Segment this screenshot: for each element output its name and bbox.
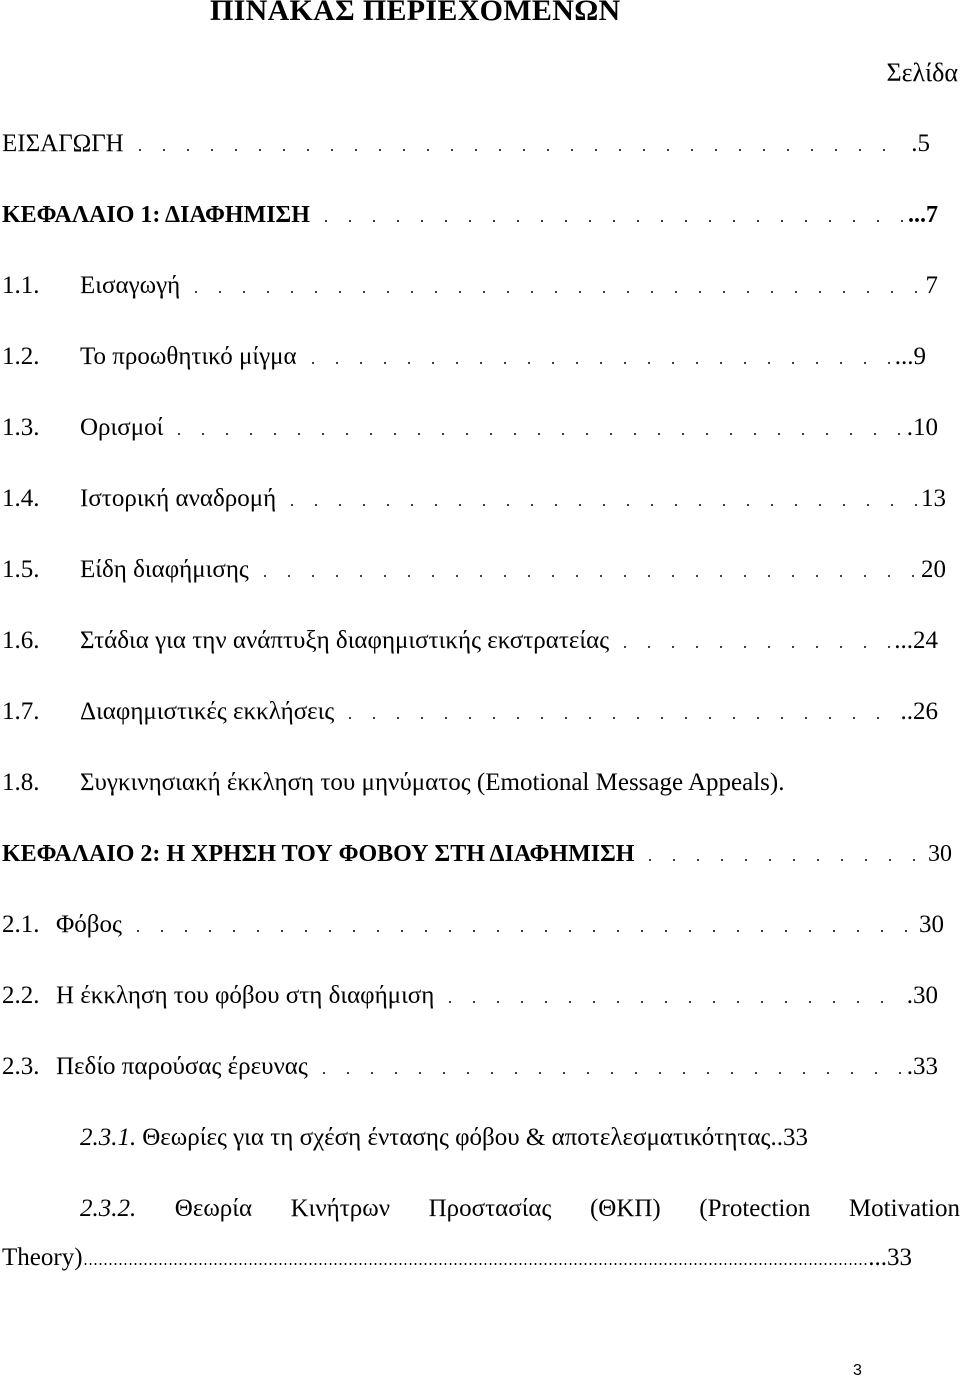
toc-entry-1-8[interactable] xyxy=(2,767,942,799)
toc-entry-number: 1.2. xyxy=(2,343,40,370)
toc-entry-text: Το προωθητικό μίγμα xyxy=(80,343,297,370)
toc-entry-text: Theory) xyxy=(2,1244,83,1271)
toc-entry-text: Θεωρίες για τη σχέση έντασης φόβου & αποτελεσματικότητας xyxy=(142,1124,771,1151)
toc-entry-word: (Protection xyxy=(699,1195,811,1222)
toc-entry-number: 1.6. xyxy=(2,627,40,654)
toc-entry-1-7[interactable] xyxy=(2,696,938,728)
toc-entry-1-4[interactable] xyxy=(2,483,946,515)
toc-entry-number: 2.1. xyxy=(2,911,40,938)
toc-entry-number: 1.1. xyxy=(2,272,40,299)
toc-entry-text: Διαφημιστικές εκκλήσεις xyxy=(80,698,335,725)
toc-page-number: 20 xyxy=(921,556,946,583)
toc-entry-1-1[interactable] xyxy=(2,270,938,302)
toc-entry-text: ΕΙΣΑΓΩΓΗ xyxy=(2,130,124,157)
toc-entry-text: Εισαγωγή xyxy=(80,272,181,299)
footer-page-number: 3 xyxy=(853,1362,862,1379)
toc-leader xyxy=(280,498,917,506)
toc-entry-number: 1.5. xyxy=(2,556,40,583)
toc-leader xyxy=(301,356,891,364)
toc-entry-word: Motivation xyxy=(848,1195,960,1222)
toc-entry-introduction[interactable] xyxy=(2,128,930,160)
toc-entry-2-3[interactable] xyxy=(2,1051,938,1083)
toc-entry-text: Ιστορική αναδρομή xyxy=(80,485,277,512)
toc-entry-text: Φόβος xyxy=(56,911,122,938)
toc-entry-number: 2.3. xyxy=(2,1053,40,1080)
toc-entry-2-2[interactable] xyxy=(2,980,938,1012)
toc-entry-1-3[interactable] xyxy=(2,412,938,444)
toc-page-number: ...33 xyxy=(868,1244,912,1271)
toc-entry-text: Στάδια για την ανάπτυξη διαφημιστικής εκστρατείας xyxy=(80,627,610,654)
toc-page-number: 13 xyxy=(921,485,946,512)
toc-page-number: ..33 xyxy=(770,1124,808,1151)
toc-entry-number: 1.4. xyxy=(2,485,40,512)
toc-entry-word: Κινήτρων xyxy=(290,1195,391,1222)
toc-page-number: .10 xyxy=(906,414,938,441)
toc-entry-text: ΚΕΦΑΛΑΙΟ 1: ΔΙΑΦΗΜΙΣΗ xyxy=(2,202,310,228)
toc-leader xyxy=(184,285,921,293)
toc-entry-number: 2.2. xyxy=(2,982,40,1009)
toc-entry-1-5[interactable] xyxy=(2,554,946,586)
toc-entry-number: 2.3.1. xyxy=(80,1124,137,1151)
toc-page-number: 7 xyxy=(925,272,938,299)
toc-leader xyxy=(126,924,915,932)
toc-entry-text: Πεδίο παρούσας έρευνας xyxy=(56,1053,308,1080)
toc-page-number: .33 xyxy=(906,1053,938,1080)
toc-leader xyxy=(83,1257,869,1265)
toc-page-number: .5 xyxy=(911,130,930,157)
toc-leader xyxy=(312,1066,903,1074)
toc-entry-2-1[interactable] xyxy=(2,909,944,941)
toc-leader xyxy=(314,214,904,222)
toc-entry-2-3-2[interactable] xyxy=(80,1193,960,1225)
toc-entry-1-2[interactable] xyxy=(2,341,926,373)
toc-entry-2-3-1[interactable] xyxy=(80,1122,932,1154)
toc-entry-number: 1.8. xyxy=(2,769,40,796)
toc-page-number: ...24 xyxy=(894,627,938,654)
toc-page-number: ...7 xyxy=(908,202,938,228)
toc-leader xyxy=(613,640,890,648)
toc-entry-chapter-1[interactable] xyxy=(2,199,938,231)
toc-entry-text: Είδη διαφήμισης xyxy=(80,556,249,583)
toc-page-number: ..26 xyxy=(900,698,938,725)
toc-leader xyxy=(638,853,924,861)
toc-page-number: ...9 xyxy=(894,343,926,370)
toc-entry-word: (ΘΚΠ) xyxy=(589,1195,661,1222)
toc-page-number: 30 xyxy=(928,841,952,867)
toc-title: ΠΙΝΑΚΑΣ ΠΕΡΙΕΧΟΜΕΝΩΝ xyxy=(210,0,621,27)
toc-entry-2-3-2-continuation[interactable] xyxy=(2,1242,912,1274)
toc-page-number: .30 xyxy=(906,982,938,1009)
toc-entry-text: Η έκκληση του φόβου στη διαφήμιση xyxy=(56,982,435,1009)
toc-entry-text: Συγκινησιακή έκκληση του μηνύματος (Emotional Message Appeals). xyxy=(80,769,785,796)
page-column-label: Σελίδα xyxy=(886,58,958,87)
toc-leader xyxy=(338,711,896,719)
toc-leader xyxy=(128,143,908,151)
toc-leader xyxy=(438,995,902,1003)
toc-entry-number: 1.7. xyxy=(2,698,40,725)
toc-leader xyxy=(167,427,902,435)
toc-entry-number: 2.3.2. xyxy=(80,1195,137,1222)
toc-entry-1-6[interactable] xyxy=(2,625,938,657)
toc-entry-text: ΚΕΦΑΛΑΙΟ 2: Η ΧΡΗΣΗ ΤΟΥ ΦΟΒΟΥ ΣΤΗ ΔΙΑΦΗΜΙΣΗ xyxy=(2,841,635,867)
toc-entry-word: Θεωρία xyxy=(174,1195,253,1222)
toc-entry-text: Ορισμοί xyxy=(80,414,164,441)
toc-entry-number: 1.3. xyxy=(2,414,40,441)
toc-leader xyxy=(253,569,917,577)
toc-page-number: 30 xyxy=(919,911,944,938)
toc-entry-chapter-2[interactable] xyxy=(2,838,952,870)
toc-entry-word: Προστασίας xyxy=(428,1195,552,1222)
